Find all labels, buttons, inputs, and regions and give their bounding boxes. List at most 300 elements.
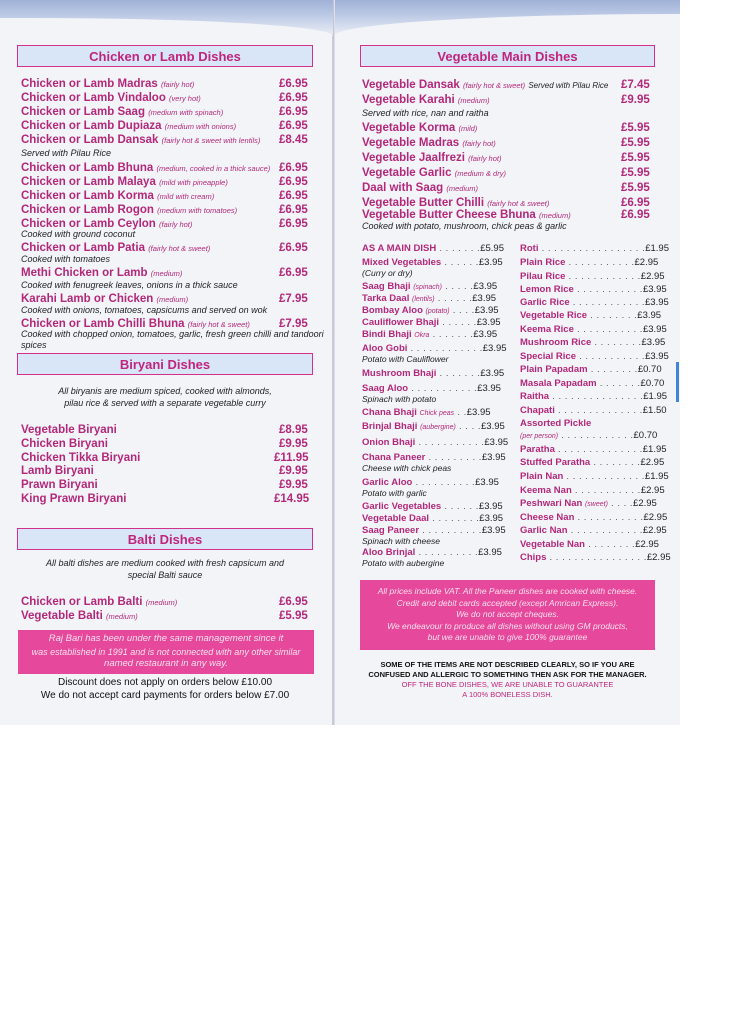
side-item [520, 539, 659, 551]
heading-text: Vegetable Main Dishes [437, 48, 578, 64]
side-price: £3.95 [480, 368, 505, 379]
dot-leader: . . . . . . . . . . [415, 547, 479, 558]
side-item [520, 284, 667, 296]
notice-line: Raj Bari has been under the same management since it [48, 633, 284, 644]
dot-leader: . . . . . . . . [584, 539, 636, 550]
warning-line: CONFUSED AND ALLERGIC TO SOMETHING THEN ASK FOR THE MANAGER. [368, 670, 647, 679]
item-note: (fairly hot & sweet) [463, 81, 526, 90]
dot-leader: . . . . . . . . [587, 310, 638, 321]
side-price: £2.95 [634, 257, 659, 268]
item-name: Vegetable Dansak [362, 79, 460, 91]
side-name: Chapati [520, 405, 555, 416]
item-extra: Served with Pilau Rice [528, 81, 609, 90]
side-price: £3.95 [642, 324, 667, 335]
item-price: £9.95 [621, 94, 650, 106]
menu-item [21, 464, 94, 478]
side-item [520, 378, 664, 390]
side-item [520, 337, 665, 349]
item-name: Vegetable Biryani [21, 424, 117, 436]
side-item [362, 243, 504, 255]
menu-item [21, 423, 117, 437]
dot-leader: . . . . . . . . [591, 337, 642, 348]
menu-item [21, 161, 270, 176]
side-price: £1.95 [645, 243, 669, 254]
menu-item [21, 451, 140, 465]
side-price: £3.95 [477, 383, 501, 394]
info-line: but we are unable to give 100% guarantee [427, 632, 588, 642]
item-note: (medium with spinach) [148, 108, 224, 117]
side-name: Saag Paneer [362, 525, 420, 536]
side-name: Aloo Gobi [362, 343, 408, 354]
menu-item [362, 121, 477, 136]
dot-leader: . . . . . . . . . . . [571, 485, 641, 496]
dot-leader: . . . . . . . . . . . . [407, 343, 483, 354]
side-name: Lemon Rice [520, 284, 574, 295]
side-item [520, 257, 658, 269]
side-note: (spinach) [413, 284, 443, 291]
item-name: Chicken or Lamb Dupiaza [21, 120, 162, 132]
side-item [362, 501, 503, 513]
item-price: £14.95 [274, 493, 310, 505]
dot-leader: . . . . . . . . . . . . [558, 430, 634, 441]
edge-mark [676, 362, 679, 402]
side-price: £2.95 [640, 271, 665, 282]
item-name: Chicken or Lamb Chilli Bhuna [21, 318, 185, 330]
item-price: £11.95 [274, 451, 309, 464]
item-price: £6.95 [279, 92, 308, 104]
heading-text: Balti Dishes [127, 531, 203, 547]
menu-item [21, 119, 236, 134]
dot-leader: . . . . . . . [596, 378, 641, 389]
item-note: (medium & dry) [454, 169, 506, 178]
menu-item [362, 78, 608, 93]
dot-leader: . . . . . . . . . . . [573, 284, 643, 295]
item-price: £7.95 [279, 318, 308, 330]
item-price: £6.95 [279, 120, 308, 132]
side-price: £3.95 [475, 477, 499, 488]
item-note: (fairly hot) [160, 80, 195, 89]
item-note: (fairly hot & sweet with lentils) [161, 136, 261, 145]
item-note: (fairly hot & sweet) [187, 320, 250, 329]
side-price: £3.95 [637, 310, 662, 321]
side-name: Plain Rice [520, 257, 566, 268]
side-price: £3.95 [484, 437, 509, 448]
side-item [520, 444, 667, 456]
item-note: (fairly hot) [462, 139, 496, 148]
side-price: £2.95 [640, 485, 665, 496]
item-name: Chicken or Lamb Saag [21, 106, 145, 118]
side-item [520, 243, 669, 255]
side-item [520, 552, 671, 564]
dot-leader: . . . . . . . . . . . . . . [554, 405, 643, 416]
top-band [0, 0, 680, 34]
side-name: Saag Aloo [362, 383, 409, 394]
item-name: Methi Chicken or Lamb [21, 267, 148, 279]
dot-leader: . . . . . . . [436, 243, 481, 254]
side-item [362, 421, 505, 434]
item-name: King Prawn Biryani [21, 493, 127, 505]
intro-line: pilau rice & served with a separate vegetable curry [64, 398, 266, 408]
menu-item [362, 166, 506, 181]
side-name: Pilau Rice [520, 271, 566, 282]
dot-leader: . . . . . . . . . . . [575, 351, 646, 362]
veg-main-heading [360, 45, 655, 67]
dot-leader: . . . . . . . [429, 329, 474, 340]
side-price: £3.95 [478, 257, 503, 268]
menu-item [21, 91, 201, 106]
side-name: Vegetable Rice [520, 310, 588, 321]
item-name: Chicken or Lamb Korma [21, 190, 154, 202]
side-price: £3.95 [642, 284, 667, 295]
side-note: (per person) [520, 433, 559, 440]
side-price: £3.95 [481, 452, 506, 463]
side-price: £0.70 [633, 430, 658, 441]
side-item [362, 317, 501, 329]
side-price: £3.95 [474, 305, 499, 316]
item-description: spices [21, 340, 47, 350]
allergy-warning [355, 660, 660, 680]
side-name: Paratha [520, 444, 555, 455]
item-note: (medium) [150, 269, 183, 278]
item-description: Cooked with tomatoes [21, 254, 111, 264]
side-name: Mushroom Rice [520, 337, 592, 348]
menu-item [21, 492, 126, 506]
side-price: £2.95 [646, 552, 671, 563]
side-name: Garlic Nan [520, 525, 568, 536]
item-name: Vegetable Korma [362, 122, 456, 134]
dot-leader: . . . . . . . . . . . [408, 383, 478, 394]
page-fold [333, 0, 335, 725]
side-name: Special Rice [520, 351, 576, 362]
item-name: Vegetable Madras [362, 137, 460, 149]
item-price: £9.95 [279, 437, 308, 450]
side-name: Mixed Vegetables [362, 257, 442, 268]
item-name: Vegetable Butter Cheese Bhuna [362, 209, 536, 221]
item-note: (medium with onions) [164, 122, 237, 131]
biryani-intro [17, 385, 313, 409]
side-name: Onion Bhaji [362, 437, 416, 448]
side-description: (Curry or dry) [362, 268, 413, 278]
dot-leader: . . [454, 407, 467, 418]
side-name: Keema Rice [520, 324, 574, 335]
side-item [362, 513, 503, 525]
dot-leader: . . . . . . . . . . . . . . . . . [538, 243, 646, 254]
side-price: £3.95 [478, 501, 503, 512]
item-note: (medium) [145, 598, 178, 607]
dot-leader: . . . . . . . [436, 368, 481, 379]
side-note: (potato) [425, 308, 450, 315]
menu-item [21, 77, 194, 92]
side-item [520, 351, 669, 363]
menu-item [362, 151, 501, 166]
side-item [362, 437, 508, 449]
side-name: Garlic Aloo [362, 477, 413, 488]
item-note: (mild) [458, 124, 478, 133]
balti-intro [17, 557, 313, 581]
side-price: £2.95 [635, 539, 659, 550]
item-name: Vegetable Garlic [362, 167, 452, 179]
side-price: £2.95 [642, 525, 667, 536]
item-note: (medium with tomatoes) [157, 206, 238, 215]
side-description: Potato with garlic [362, 488, 427, 498]
info-notice [360, 580, 655, 650]
item-note: (mild with cream) [157, 192, 215, 201]
dot-leader: . . . . . . . . . . . . . . [554, 444, 643, 455]
side-price: £3.95 [478, 547, 502, 558]
side-name: Cauliflower Bhaji [362, 317, 440, 328]
side-price: £3.95 [473, 281, 498, 292]
side-name: Chips [520, 552, 547, 563]
dot-leader: . . . . . . . . [429, 513, 480, 524]
info-line: We do not accept cheques. [456, 609, 559, 619]
item-price: £6.95 [279, 596, 308, 608]
menu-item [21, 478, 98, 492]
side-description: Cheese with chick peas [362, 463, 452, 473]
item-price: £5.95 [621, 182, 650, 194]
dot-leader: . . . . . . . . . . . . [565, 271, 641, 282]
item-name: Prawn Biryani [21, 479, 98, 492]
side-price: £3.95 [641, 337, 666, 348]
side-price: £1.95 [644, 471, 669, 482]
notice-line: was established in 1991 and is not connected with any other similar [31, 646, 301, 657]
discount-text: Discount does not apply on orders below £10.00 [57, 677, 273, 688]
item-note: (fairly hot) [159, 220, 193, 229]
side-price: £1.95 [643, 391, 668, 402]
dot-leader: . . . . . [442, 281, 474, 292]
bone-warning [355, 680, 660, 700]
item-name: Chicken or Lamb Dansak [21, 134, 159, 146]
side-name: Vegetable Daal [362, 513, 430, 524]
item-note: (medium) [457, 96, 490, 105]
menu-item [21, 595, 177, 610]
item-name: Chicken or Lamb Patia [21, 242, 145, 254]
item-note: (fairly hot & sweet) [148, 244, 211, 253]
side-price: £2.95 [640, 457, 665, 468]
side-note: Chick peas [419, 410, 455, 417]
item-name: Chicken or Lamb Bhuna [21, 162, 154, 174]
item-name: Chicken or Lamb Rogon [21, 204, 154, 216]
side-item [520, 418, 591, 430]
intro-line: All biryanis are medium spiced, cooked with almonds, [58, 386, 272, 396]
item-price: £6.95 [279, 176, 308, 188]
side-item [362, 329, 497, 342]
side-name: Cheese Nan [520, 512, 575, 523]
item-description: Cooked with fenugreek leaves, onions in a thick sauce [21, 280, 238, 290]
item-note: (medium) [446, 184, 479, 193]
side-price: £3.95 [645, 297, 669, 308]
item-note: (fairly hot & sweet) [487, 199, 550, 208]
item-name: Chicken or Lamb Ceylon [21, 218, 156, 230]
item-price: £6.95 [279, 218, 308, 230]
side-note: (lentils) [412, 296, 435, 303]
side-note: (sweet) [584, 501, 608, 508]
side-price: £3.95 [473, 329, 498, 340]
item-name: Daal with Saag [362, 182, 444, 194]
item-price: £6.95 [621, 209, 650, 221]
item-note: (mild with pineapple) [159, 178, 228, 187]
item-name: Vegetable Jaalfrezi [362, 152, 465, 164]
dot-leader: . . . . [607, 498, 634, 509]
warning-line: OFF THE BONE DISHES, WE ARE UNABLE TO GUARANTEE [401, 680, 614, 689]
side-item [362, 368, 504, 380]
side-name: Vegetable Nan [520, 539, 585, 550]
item-price: £7.95 [279, 293, 308, 305]
side-description: Spinach with cheese [362, 536, 440, 546]
heading-text: Biryani Dishes [119, 356, 211, 372]
dot-leader: . . . . . . . . . . . [573, 324, 643, 335]
side-item [520, 405, 667, 417]
item-note: (medium) [156, 295, 189, 304]
item-price: £6.95 [279, 162, 308, 174]
side-price: £3.95 [645, 351, 669, 362]
side-name: Plain Nan [520, 471, 564, 482]
side-item [520, 457, 664, 469]
item-price: £5.95 [621, 122, 650, 134]
dot-leader: . . . . . . . . . . . [565, 257, 635, 268]
side-item [520, 471, 669, 483]
side-item [520, 485, 665, 497]
dot-leader: . . . . . . . . . . [412, 477, 476, 488]
item-price: £6.95 [279, 106, 308, 118]
side-name: Roti [520, 243, 539, 254]
side-name: Aloo Brinjal [362, 547, 416, 558]
item-name: Chicken or Lamb Malaya [21, 176, 156, 188]
side-name: Peshwari Nan [520, 498, 583, 509]
side-item [520, 498, 657, 511]
dot-leader: . . . . [449, 305, 475, 316]
side-item [520, 297, 669, 309]
item-price: £6.95 [279, 190, 308, 202]
item-price: £6.95 [279, 242, 308, 254]
heading-text: Chicken or Lamb Dishes [89, 48, 241, 64]
item-name: Vegetable Karahi [362, 94, 455, 106]
menu-item [21, 437, 108, 451]
side-price: £3.95 [476, 317, 501, 328]
item-note: (very hot) [169, 94, 201, 103]
side-price: £3.95 [481, 525, 506, 536]
side-note: (aubergine) [420, 424, 456, 431]
side-item [520, 324, 667, 336]
item-note: (medium) [539, 211, 571, 220]
side-price: £1.95 [642, 444, 667, 455]
warning-line: A 100% BONELESS DISH. [462, 690, 553, 699]
dot-leader: . . . . . . [441, 501, 479, 512]
side-name: Masala Papadam [520, 378, 597, 389]
management-notice [18, 630, 314, 674]
dot-leader: . . . . . . . . . . . . . [563, 471, 645, 482]
item-name: Vegetable Butter Chilli [362, 197, 485, 209]
intro-line: special Balti sauce [127, 570, 203, 580]
side-name: Raitha [520, 391, 550, 402]
side-item [520, 525, 667, 537]
dot-leader: . . . . . . . . . . . . . . . [549, 391, 644, 402]
menu-item [362, 181, 478, 196]
warning-line: SOME OF THE ITEMS ARE NOT DESCRIBED CLEARLY, SO IF YOU ARE [380, 660, 635, 669]
item-description: Cooked with onions, tomatoes, capsicums and served on wok [21, 305, 268, 315]
item-name: Chicken or Lamb Madras [21, 78, 158, 90]
item-price: £8.45 [279, 134, 308, 146]
item-description: Cooked with potato, mushroom, chick peas & garlic [362, 221, 567, 231]
dot-leader: . . . . . . [434, 293, 473, 304]
side-name: Bombay Aloo [362, 305, 423, 316]
side-name: Garlic Rice [520, 297, 570, 308]
menu-item [21, 175, 228, 190]
side-price: £3.95 [466, 407, 491, 418]
item-price: £5.95 [279, 610, 308, 622]
item-note: (medium, cooked in a thick sauce) [156, 164, 271, 173]
side-price: £1.50 [642, 405, 667, 416]
intro-line: All balti dishes are medium cooked with fresh capsicum and [45, 558, 285, 568]
side-name: Brinjal Bhaji [362, 421, 418, 432]
side-price: £3.95 [481, 421, 505, 432]
item-price: £7.45 [621, 79, 650, 91]
balti-heading [17, 528, 313, 550]
item-price: £5.95 [621, 167, 650, 179]
side-name: Assorted Pickle [520, 418, 592, 429]
item-description: Cooked with chopped onion, tomatoes, garlic, fresh green chilli and tandoori [21, 329, 324, 339]
side-item [520, 430, 657, 443]
side-description: Spinach with potato [362, 394, 437, 404]
side-name: Garlic Vegetables [362, 501, 442, 512]
side-price: £0.70 [637, 364, 662, 375]
dot-leader: . . . . . . . . . . . [415, 437, 485, 448]
item-note: (fairly hot) [468, 154, 502, 163]
side-name: Saag Bhaji [362, 281, 411, 292]
menu-item [21, 133, 260, 148]
side-price: £3.95 [479, 513, 504, 524]
side-description: Potato with aubergine [362, 558, 445, 568]
order-terms [17, 676, 313, 702]
side-item [520, 271, 665, 283]
notice-line: named restaurant in any way. [104, 658, 228, 669]
side-price: £2.95 [633, 498, 657, 509]
side-name: Tarka Daal [362, 293, 410, 304]
item-name: Lamb Biryani [21, 465, 94, 478]
info-line: Credit and debit cards accepted (except Amrican Express). [396, 597, 619, 608]
item-name: Chicken Biryani [21, 437, 108, 450]
side-price: £3.95 [472, 293, 497, 304]
item-price: £5.95 [621, 137, 650, 149]
item-description: Served with rice, nan and raitha [362, 108, 489, 118]
dot-leader: . . . . . . [441, 257, 479, 268]
side-name: Mushroom Bhaji [362, 368, 437, 379]
menu-item [362, 93, 490, 108]
side-description: Potato with Cauliflower [362, 354, 449, 364]
menu-item [21, 266, 182, 281]
menu-item [21, 203, 237, 218]
card-text: We do not accept card payments for orders below £7.00 [40, 690, 290, 701]
item-price: £9.95 [279, 465, 308, 478]
item-name: Chicken or Lamb Balti [21, 596, 143, 608]
item-price: £8.95 [279, 424, 308, 436]
dot-leader: . . . . . . . . [587, 364, 638, 375]
biryani-heading [17, 353, 313, 375]
side-name: Keema Nan [520, 485, 572, 496]
menu-item [21, 189, 214, 204]
dot-leader: . . . . . . . . [590, 457, 641, 468]
dot-leader: . . . . . . . . . . . . [567, 525, 643, 536]
info-line: We endeavour to produce all dishes without using GM products, [387, 620, 628, 631]
dot-leader: . . . . . . [439, 317, 477, 328]
dot-leader: . . . . . . . . . . . [574, 512, 644, 523]
side-name: Chana Paneer [362, 452, 426, 463]
item-name: Karahi Lamb or Chicken [21, 293, 154, 305]
menu-item [362, 136, 496, 151]
side-name: Stuffed Paratha [520, 457, 591, 468]
menu-item [21, 105, 223, 120]
dot-leader: . . . . . . . . . . . . [569, 297, 645, 308]
side-price: £0.70 [640, 378, 665, 389]
